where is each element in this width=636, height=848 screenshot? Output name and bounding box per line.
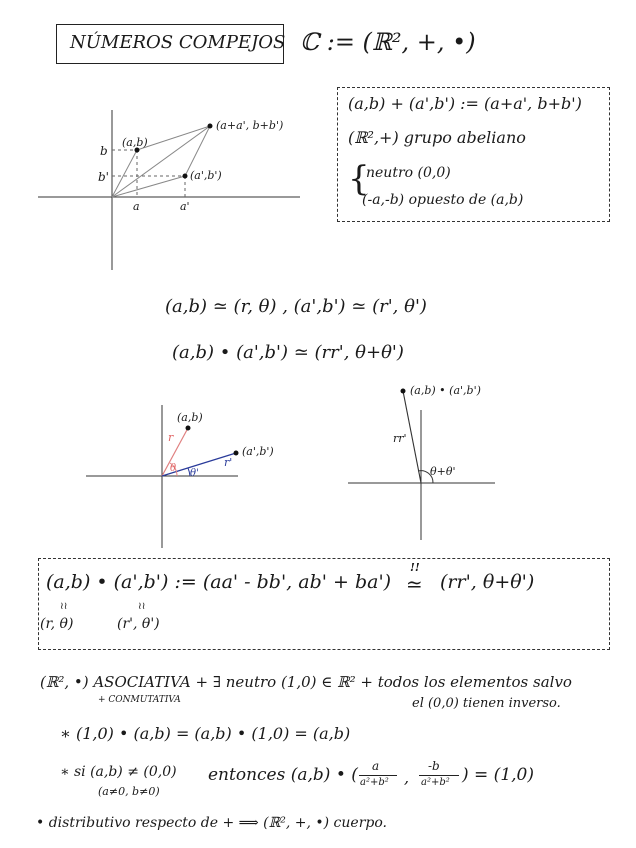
frac1-bar [359,775,397,776]
neutral-check: ∗ (1,0) • (a,b) = (a,b) • (1,0) = (a,b) [60,724,351,743]
brace: { [348,159,370,199]
label-sum-angle: θ+θ' [430,465,456,478]
inverse-condition: ∗ si (a,b) ≠ (0,0) [60,764,177,780]
label-product: (a,b) • (a',b') [410,384,481,397]
approx-mark-1: ≀≀ [60,601,68,612]
label-sum: (a+a', b+b') [216,119,284,132]
associative-property: (ℝ², •) ASOCIATIVA + ∃ neutro (1,0) ∈ ℝ² + todos los elementos salvo [40,673,572,691]
label-rp: r' [224,456,233,469]
point-ab-2 [186,426,191,431]
label-ab: (a,b) [122,136,148,149]
page-title: NÚMEROS COMPEJOS [70,32,286,53]
commutative-property: + CONMUTATIVA [98,695,181,705]
tick-ap: a' [180,200,190,213]
polar-result: (rr', θ+θ') [440,571,535,593]
inverse-then: entonces (a,b) • ( [208,765,358,785]
label-thetap: θ' [190,468,199,479]
label-rr: rr' [393,432,407,445]
product-definition: (a,b) • (a',b') := (aa' - bb', ab' + ba') [46,571,392,593]
frac1-num: a [372,759,380,773]
complex-definition: ℂ := (ℝ², +, •) [300,28,476,56]
frac1-den: a²+b² [360,777,389,788]
label-ab-2: (a,b) [177,411,203,424]
label-apbp: (a',b') [190,169,222,182]
point-product [401,389,406,394]
polar-under-2: (r', θ') [117,616,160,632]
tick-b: b [100,144,108,158]
frac2-bar [419,775,459,776]
inverse-property: el (0,0) tienen inverso. [412,696,561,711]
label-apbp-2: (a',b') [242,445,274,458]
distributive-conclusion: • distributivo respecto de + ⟹ (ℝ², +, •) cuerpo. [36,815,387,831]
point-apbp-2 [234,451,239,456]
frac-comma: , [404,768,410,787]
inverse-result: ) = (1,0) [462,765,534,785]
label-theta: θ [170,463,177,474]
polar-under-1: (r, θ) [40,616,74,632]
frac2-den: a²+b² [421,777,450,788]
inverse-condition-detail: (a≠0, b≠0) [98,785,160,798]
approx-mark-2: ≀≀ [138,601,146,612]
abelian-group: (ℝ²,+) grupo abeliano [348,128,526,147]
sum-definition: (a,b) + (a',b') := (a+a', b+b') [348,94,582,113]
polar-representation: (a,b) ≃ (r, θ) , (a',b') ≃ (r', θ') [165,296,427,317]
tick-bp: b' [98,170,109,184]
frac2-num: -b [428,759,440,773]
opposite-element: (-a,-b) opuesto de (a,b) [362,192,524,208]
polar-product: (a,b) • (a',b') ≃ (rr', θ+θ') [172,342,404,363]
neutral-element: neutro (0,0) [366,165,451,181]
equal-mark: !! [410,561,420,574]
tick-a: a [133,200,140,213]
equal-approx: ≃ [406,572,423,596]
label-r: r [168,431,174,444]
